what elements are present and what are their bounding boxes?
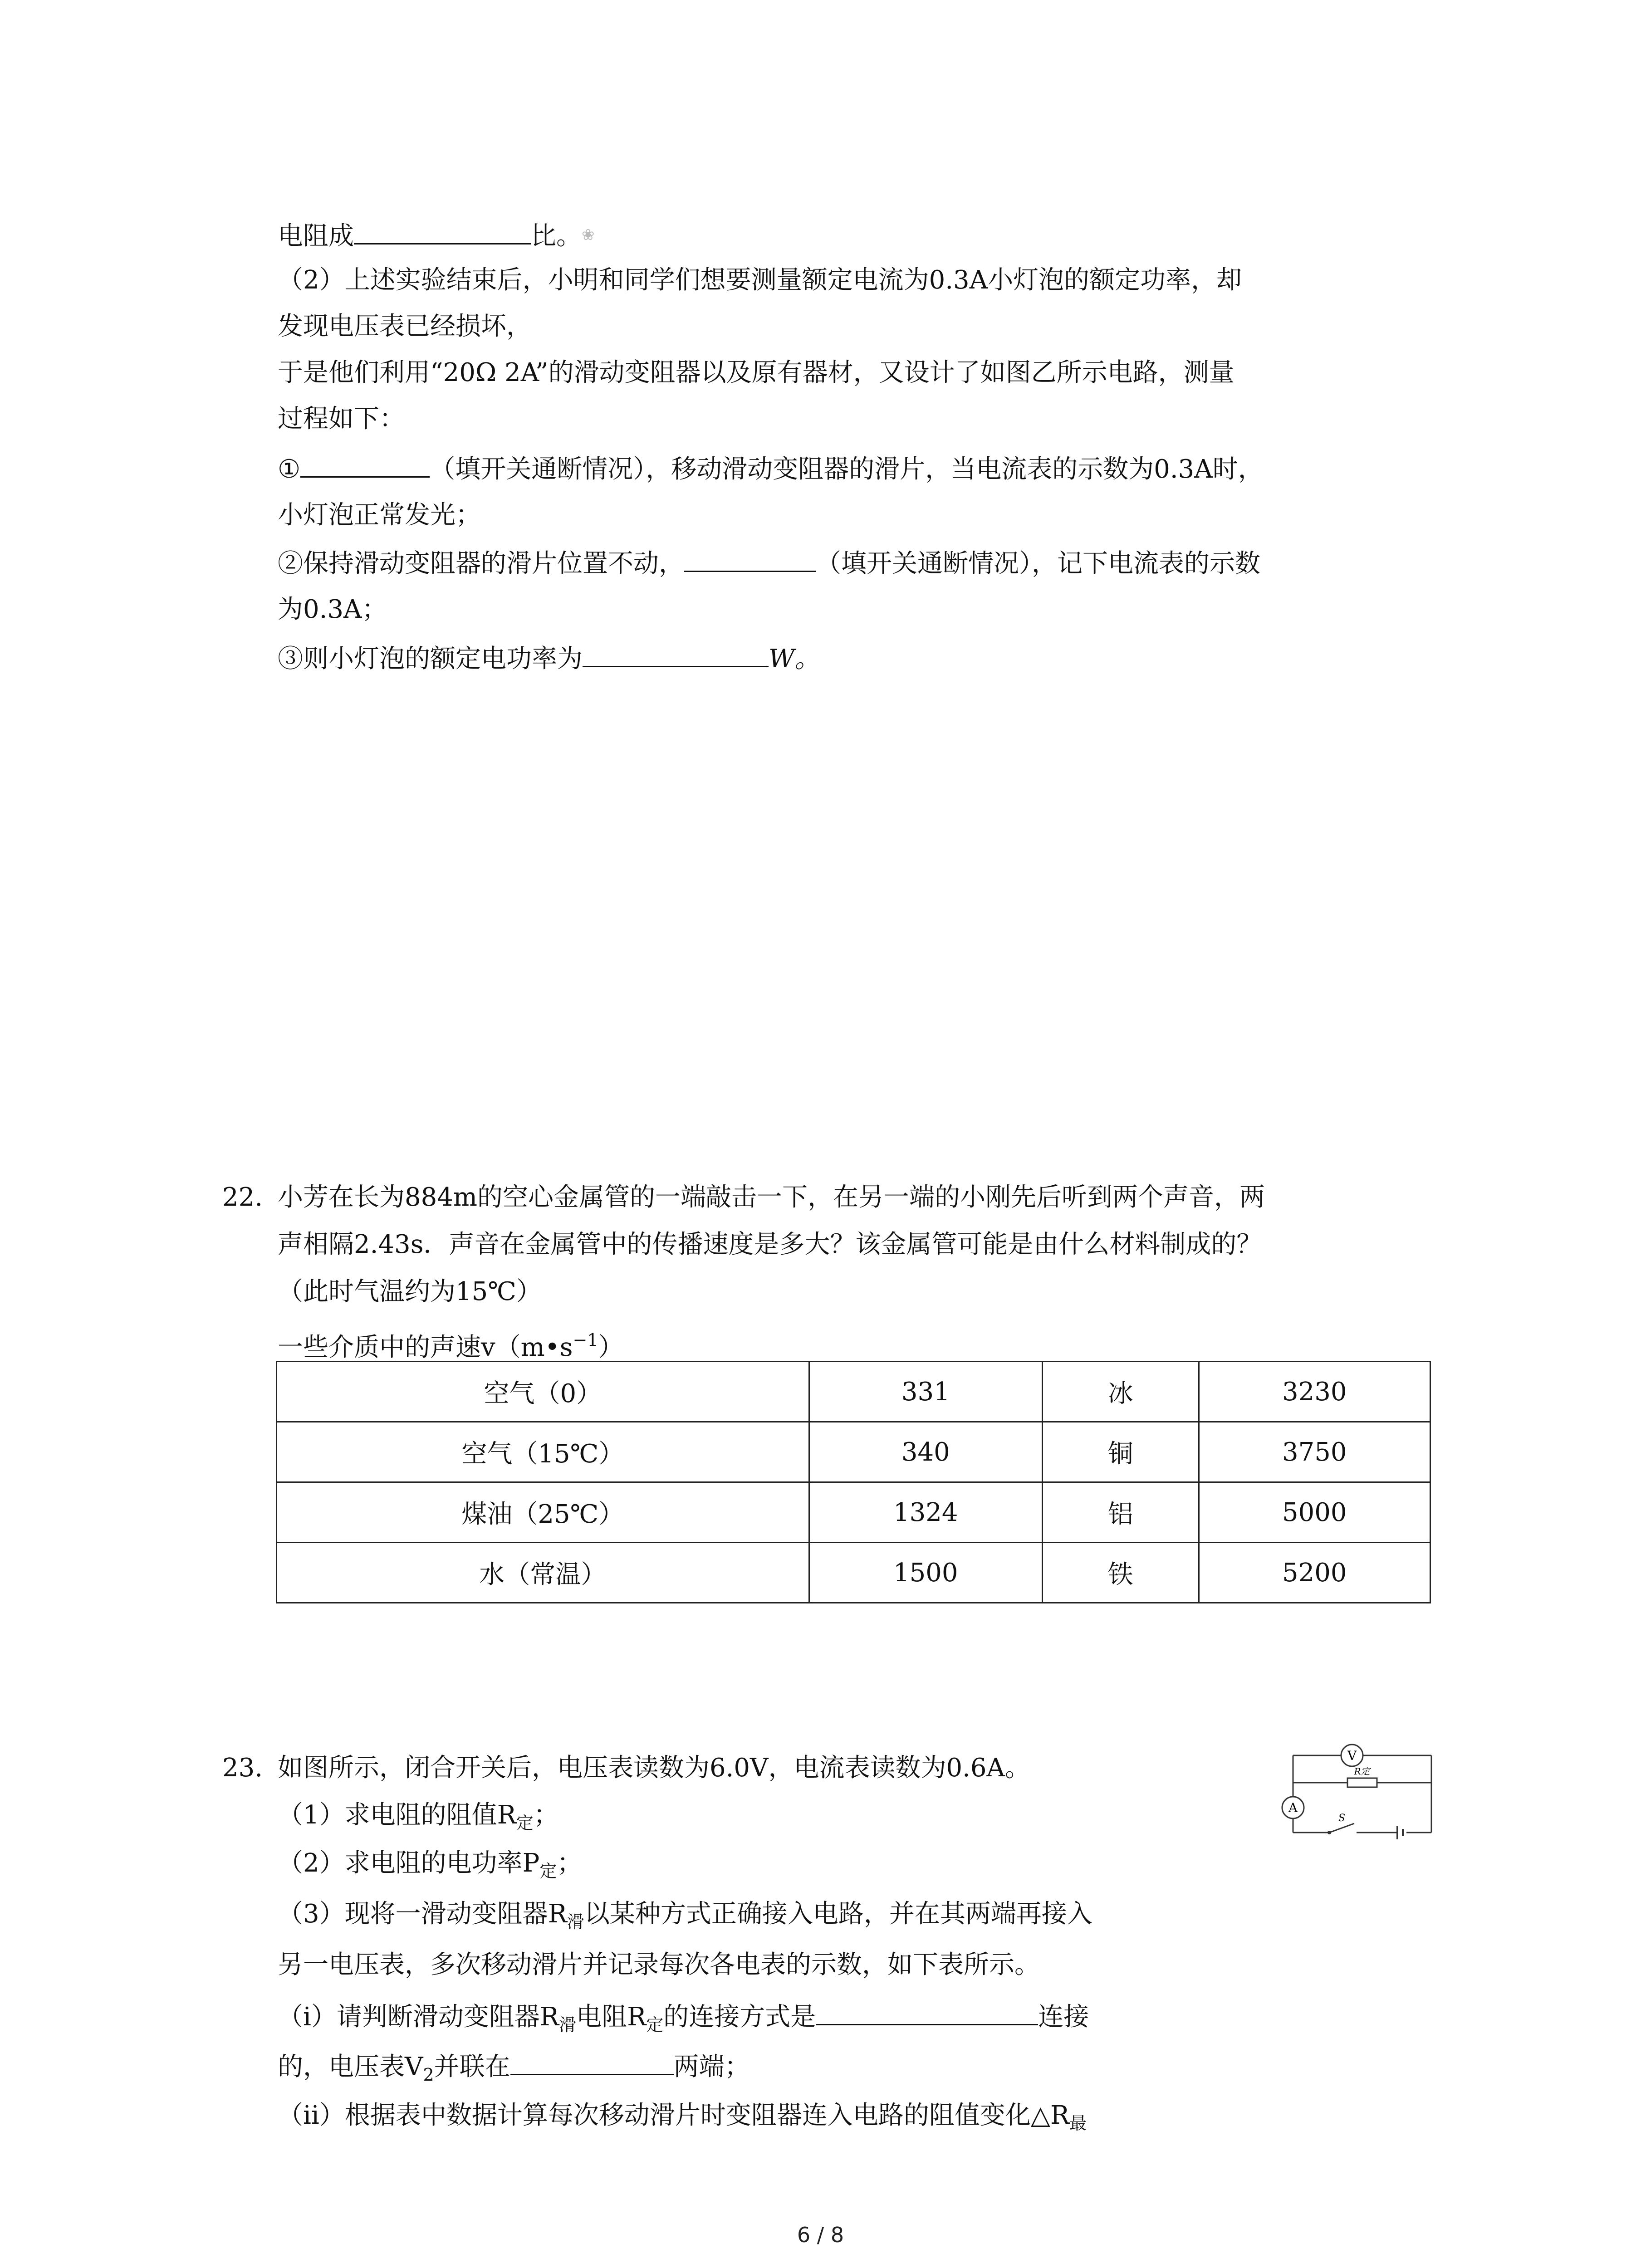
text: （ii）根据表中数据计算每次移动滑片时变阻器连入电路的阻值变化△R	[278, 2101, 1070, 2130]
text: 连接	[1038, 2002, 1089, 2032]
q21-p2-line1: （2）上述实验结束后，小明和同学们想要测量额定电流为0.3A小灯泡的额定功率，却	[278, 265, 1242, 295]
q21-p2-line3: 于是他们利用“20Ω 2A”的滑动变阻器以及原有器材，又设计了如图乙所示电路，测量	[278, 358, 1234, 387]
sound-speed-table	[276, 1361, 1431, 1603]
table-row	[277, 1543, 1430, 1603]
superscript: −1	[573, 1330, 598, 1350]
q21-p2-line4: 过程如下：	[278, 404, 405, 434]
voltmeter-icon	[1341, 1745, 1363, 1766]
text: （填开关通断情况），移动滑动变阻器的滑片，当电流表的示数为0.3A时，	[430, 455, 1264, 484]
text: （3）现将一滑动变阻器R	[278, 1899, 567, 1929]
text: ③则小灯泡的额定电功率为	[278, 644, 583, 674]
text: ②保持滑动变阻器的滑片位置不动，	[278, 549, 684, 578]
q23-sub3-line2: 另一电压表，多次移动滑片并记录每次各电表的示数，如下表所示。	[278, 1950, 1040, 1980]
text: W。	[769, 644, 820, 674]
switch-icon	[1327, 1831, 1331, 1834]
subscript: 2	[423, 2065, 434, 2085]
text: ；	[557, 1848, 583, 1878]
answer-blank[interactable]	[816, 1998, 1038, 2025]
text: （填开关通断情况），记下电流表的示数	[816, 549, 1260, 578]
text: 电阻成	[278, 221, 354, 251]
svg-text:V: V	[1347, 1748, 1357, 1763]
table-cell: 1324	[809, 1482, 1042, 1543]
answer-blank[interactable]	[684, 544, 816, 572]
resistor-icon	[1347, 1766, 1377, 1787]
table-row	[277, 1362, 1430, 1422]
answer-blank[interactable]	[583, 640, 769, 667]
smudge-mark: ❀	[582, 226, 595, 244]
table-cell: 3230	[1199, 1362, 1430, 1422]
q22-line3: （此时气温约为15℃）	[278, 1277, 542, 1306]
text: （2）求电阻的电功率P	[278, 1848, 540, 1878]
answer-blank[interactable]	[300, 450, 430, 478]
subscript: 定	[539, 1861, 557, 1881]
subscript: 最	[1069, 2113, 1087, 2133]
q23-i-line2	[278, 2048, 750, 2093]
q23-sub2	[278, 1845, 582, 1889]
table-cell: 铁	[1042, 1543, 1199, 1603]
table-cell: 空气（15℃）	[277, 1422, 809, 1482]
table-cell: 5000	[1199, 1482, 1430, 1543]
circuit-diagram	[1275, 1742, 1438, 1842]
table-cell: 水（常温）	[277, 1543, 809, 1603]
q23-sub3-line1	[278, 1896, 1092, 1940]
text: ）	[598, 1333, 624, 1362]
text: ；	[533, 1800, 559, 1830]
question-number: 23.	[222, 1753, 263, 1783]
q21-p2-line2: 发现电压表已经损坏，	[278, 312, 532, 341]
table-cell: 340	[809, 1422, 1042, 1482]
page-number: 6 / 8	[797, 2223, 844, 2247]
q21-line1	[278, 217, 600, 254]
q21-step3	[278, 640, 820, 677]
q21-step2-line2: 为0.3A；	[278, 595, 387, 624]
svg-text:R定: R定	[1354, 1766, 1370, 1777]
q23-i-line1	[278, 1998, 1089, 2043]
q22-line1	[222, 1179, 1265, 1216]
q23-line1	[222, 1750, 1030, 1786]
table-cell: 铜	[1042, 1422, 1199, 1482]
text: （i）请判断滑动变阻器R	[278, 2002, 559, 2032]
text: 的连接方式是	[663, 2002, 816, 2032]
text: 小芳在长为884m的空心金属管的一端敲击一下，在另一端的小刚先后听到两个声音，两	[278, 1183, 1265, 1212]
switch-label: S	[1338, 1813, 1346, 1824]
question-number: 22.	[222, 1183, 263, 1212]
table-caption	[278, 1322, 624, 1366]
table-cell: 冰	[1042, 1362, 1199, 1422]
q21-step1-line2: 小灯泡正常发光；	[278, 500, 481, 530]
text: 如图所示，闭合开关后，电压表读数为6.0V，电流表读数为0.6A。	[278, 1753, 1030, 1783]
text: （1）求电阻的阻值R	[278, 1800, 516, 1830]
text: 电阻R	[576, 2002, 647, 2032]
ammeter-icon	[1282, 1797, 1304, 1818]
text: ①	[278, 455, 301, 484]
answer-blank[interactable]	[354, 217, 531, 244]
q21-step2	[278, 544, 1260, 582]
q21-step1	[278, 450, 1264, 488]
q22-line2: 声相隔2.43s．声音在金属管中的传播速度是多大？该金属管可能是由什么材料制成的？	[278, 1230, 1262, 1259]
text: 并联在	[434, 2052, 510, 2082]
text: 两端；	[673, 2052, 750, 2082]
table-row	[277, 1422, 1430, 1482]
subscript: 定	[516, 1813, 534, 1833]
table-cell: 5200	[1199, 1543, 1430, 1603]
text: 比。	[531, 221, 582, 251]
subscript: 定	[646, 2015, 664, 2035]
answer-blank[interactable]	[510, 2048, 674, 2075]
table-cell: 331	[809, 1362, 1042, 1422]
table-cell: 铝	[1042, 1482, 1199, 1543]
q23-ii-line1	[278, 2097, 1087, 2141]
svg-text:A: A	[1288, 1800, 1298, 1815]
table-cell: 3750	[1199, 1422, 1430, 1482]
table-row	[277, 1482, 1430, 1543]
text: 的，电压表V	[278, 2052, 423, 2082]
q23-sub1	[278, 1797, 559, 1841]
table-cell: 空气（0）	[277, 1362, 809, 1422]
subscript: 滑	[559, 2015, 577, 2035]
table-cell: 1500	[809, 1543, 1042, 1603]
table-cell: 煤油（25℃）	[277, 1482, 809, 1543]
subscript: 滑	[567, 1912, 584, 1932]
text: 一些介质中的声速v（m•s	[278, 1333, 573, 1362]
text: 以某种方式正确接入电路，并在其两端再接入	[584, 1899, 1092, 1929]
